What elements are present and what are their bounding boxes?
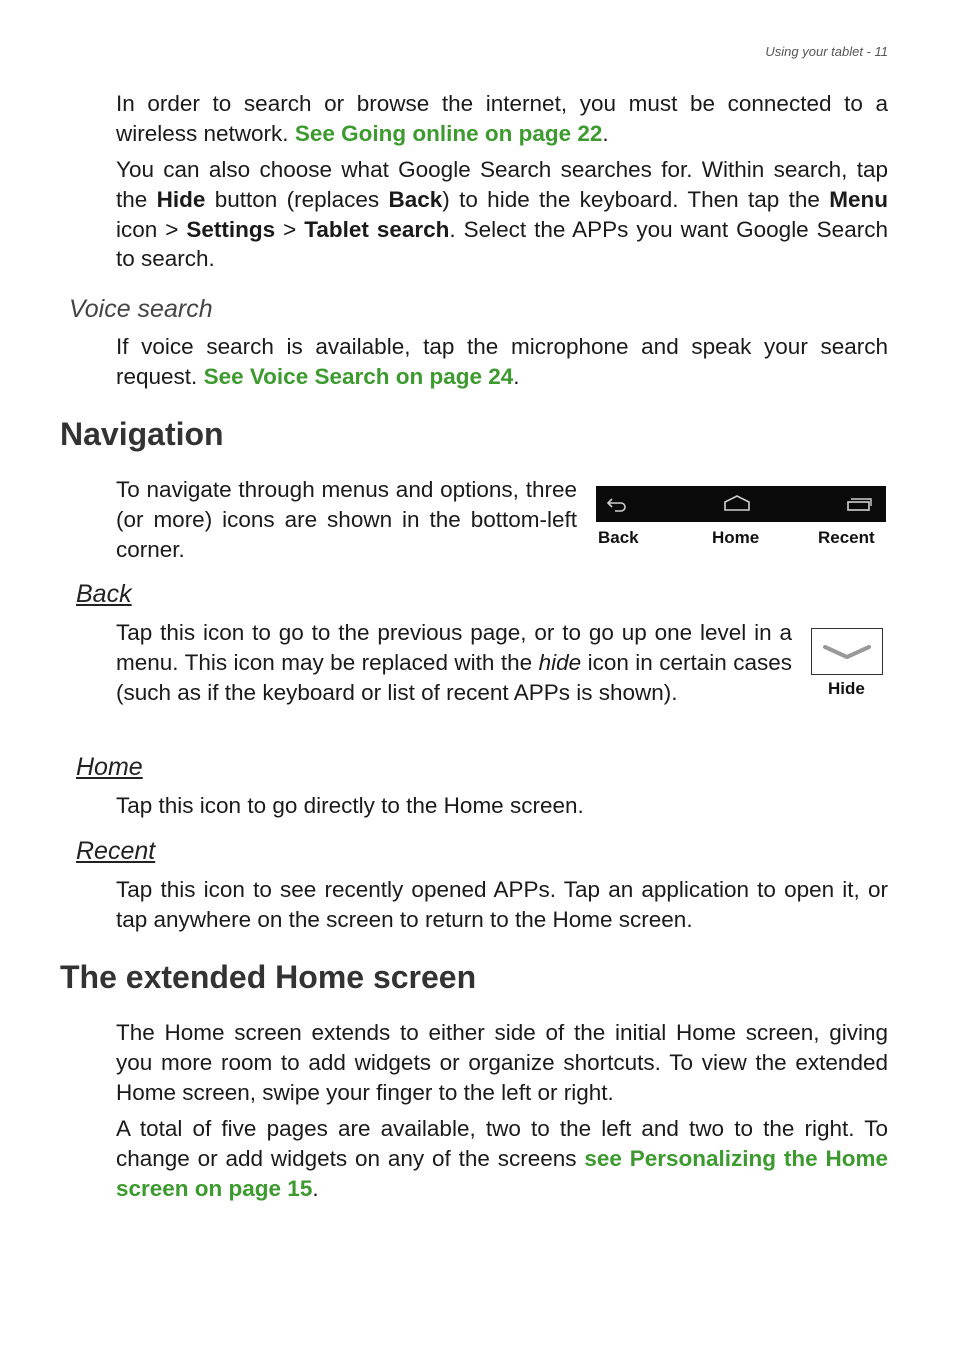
recent-label: Recent — [818, 528, 875, 547]
intro-p2-text: ) to hide the keyboard. Then tap the — [442, 186, 830, 212]
back-heading: Back — [76, 580, 132, 608]
tablet-search-term: Tablet search — [304, 216, 450, 242]
voice-search-text: If voice search is available, tap the microphone and speak your search request. — [116, 334, 888, 389]
extended-paragraph-2 — [116, 1114, 888, 1203]
back-arrow-icon — [604, 492, 630, 516]
extended-home-heading: The extended Home screen — [60, 959, 477, 995]
recent-heading: Recent — [76, 837, 156, 865]
back-text: Tap this icon to go to the previous page, or to go up one level in a menu. This icon may be replaced with the — [116, 620, 792, 675]
recent-paragraph: Tap this icon to see recently opened APPs. Tap an application to open it, or tap anywhere on the screen to return to the Home screen. — [116, 877, 888, 932]
intro-p2-text: . Select the APPs you want Google Search to search. — [116, 216, 888, 272]
intro-p2-text: You can also choose what Google Search searches for. Within search, tap the — [116, 157, 888, 212]
recent-apps-icon — [844, 492, 874, 516]
going-online-link[interactable]: See Going online on page 22 — [294, 120, 603, 146]
intro-p2-text: icon > — [116, 216, 187, 242]
hide-label: Hide — [828, 679, 865, 698]
intro-p2-text: > — [275, 216, 305, 242]
chevron-down-icon — [812, 629, 882, 674]
hide-button-image — [811, 628, 883, 675]
back-text: icon in certain cases (such as if the keyboard or list of recent APPs is shown). — [116, 649, 792, 705]
personalizing-link[interactable]: see Personalizing the Home screen on page 15 — [116, 1145, 888, 1201]
voice-search-link[interactable]: See Voice Search on page 24 — [203, 363, 514, 389]
home-heading: Home — [76, 753, 143, 781]
extended-period: . — [312, 1175, 319, 1201]
voice-search-period: . — [513, 363, 520, 389]
extended-text: A total of five pages are available, two to the left and two to the right. To change or add widgets on any of the screens — [116, 1116, 888, 1171]
navigation-heading: Navigation — [60, 416, 224, 452]
intro-p2-text: button (replaces — [205, 186, 389, 212]
navigation-bar-image — [596, 486, 886, 522]
menu-term: Menu — [829, 186, 888, 212]
intro-text: In order to search or browse the internet, you must be connected to a wireless network. — [116, 91, 888, 146]
back-term: Back — [388, 186, 443, 212]
home-label: Home — [712, 528, 760, 547]
back-label: Back — [598, 528, 639, 547]
navigation-paragraph: To navigate through menus and options, three (or more) icons are shown in the bottom-left corner. — [116, 477, 577, 562]
back-paragraph — [116, 618, 792, 707]
hide-italic-term: hide — [538, 649, 582, 675]
intro-paragraph-2 — [116, 155, 888, 274]
home-icon — [722, 492, 752, 516]
home-paragraph: Tap this icon to go directly to the Home screen. — [116, 793, 584, 818]
voice-search-paragraph — [116, 332, 888, 392]
running-header: Using your tablet - 11 — [765, 44, 888, 59]
voice-search-heading: Voice search — [69, 295, 213, 323]
extended-paragraph-1: The Home screen extends to either side of the initial Home screen, giving you more room to add widgets or organize shortcuts. To view the extended Home screen, swipe your finger to the left or right. — [116, 1020, 888, 1105]
intro-paragraph-1 — [116, 89, 888, 149]
intro-period: . — [602, 120, 609, 146]
settings-term: Settings — [186, 216, 276, 242]
hide-term: Hide — [156, 186, 206, 212]
